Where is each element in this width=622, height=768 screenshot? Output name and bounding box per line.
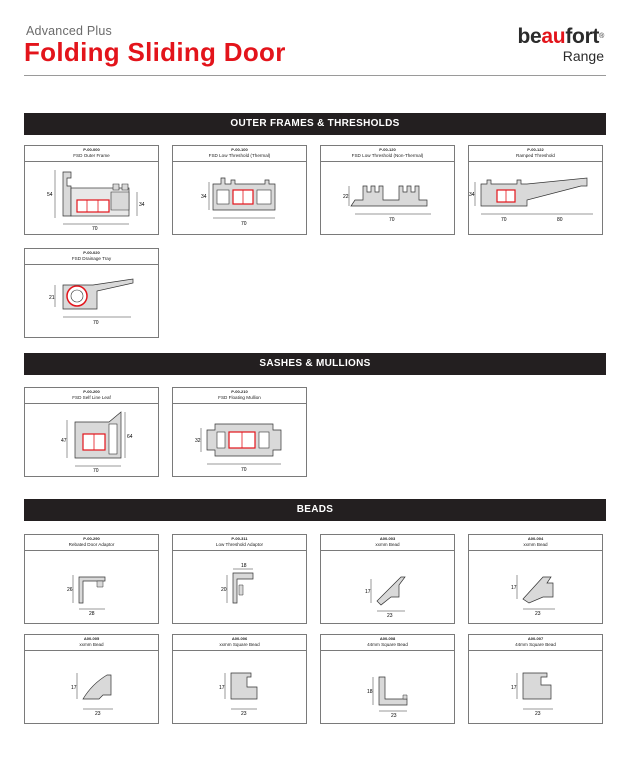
ramped-threshold-profile-icon (469, 162, 602, 234)
profile-card-low-threshold-non-thermal[interactable] (320, 145, 455, 235)
profile-code: P-00-100 (231, 147, 248, 152)
svg-text:17: 17 (219, 685, 225, 691)
svg-text:17: 17 (511, 585, 517, 591)
profile-name: Low Threshold Adaptor (215, 542, 264, 547)
profile-name: 44mm Square Bead (515, 642, 556, 647)
brand-logo (518, 26, 605, 64)
profile-code: A00-005 (83, 636, 100, 641)
brand-range-label: Range (562, 48, 604, 64)
svg-text:64: 64 (127, 434, 133, 440)
drainage-tray-profile-icon (25, 265, 158, 337)
document-subtitle: Advanced Plus (26, 24, 112, 38)
floating-mullion-profile-icon (173, 404, 306, 476)
svg-text:70: 70 (93, 468, 99, 474)
bead-profile-icon (25, 651, 158, 723)
svg-text:20: 20 (221, 587, 227, 593)
header-divider (24, 75, 606, 76)
section-sashes-mullions: SASHES & MULLIONS (24, 353, 606, 375)
profile-card-bead-a00-003[interactable] (320, 534, 455, 624)
square-bead-profile-icon (321, 651, 454, 723)
svg-text:23: 23 (535, 711, 541, 717)
svg-text:23: 23 (95, 711, 101, 717)
profile-code: A00-006 (231, 636, 248, 641)
svg-text:34: 34 (201, 194, 207, 200)
svg-text:34: 34 (139, 202, 145, 208)
profile-code: P-00-122 (527, 147, 544, 152)
svg-text:70: 70 (389, 217, 395, 223)
profile-card-low-threshold-adaptor[interactable] (172, 534, 307, 624)
profile-card-low-threshold-thermal[interactable] (172, 145, 307, 235)
square-bead-profile-icon (469, 651, 602, 723)
svg-text:26: 26 (67, 587, 73, 593)
profile-card-bead-a00-004[interactable] (468, 534, 603, 624)
svg-text:23: 23 (241, 711, 247, 717)
profile-name: 44mm Square Bead (367, 642, 408, 647)
profile-name: FSD Low Threshold (Thermal) (208, 153, 271, 158)
brand-wordmark: beaufort® (517, 25, 604, 48)
profile-name: FSD Floating Mullion (218, 395, 261, 400)
profile-card-self-line-leaf[interactable] (24, 387, 159, 477)
profile-name: Ramped Threshold (516, 153, 555, 158)
svg-text:21: 21 (49, 295, 55, 301)
profile-code: A00-008 (379, 636, 396, 641)
profile-name: FSD Drainage Tray (71, 256, 112, 261)
svg-text:17: 17 (511, 685, 517, 691)
threshold-adaptor-profile-icon (173, 551, 306, 623)
svg-text:17: 17 (365, 589, 371, 595)
svg-text:18: 18 (367, 689, 373, 695)
svg-text:80: 80 (557, 217, 563, 223)
profile-card-square-bead-a00-006[interactable] (172, 634, 307, 724)
profile-code: P-00-210 (231, 389, 248, 394)
profile-name: FSD Outer Frame (73, 153, 110, 158)
section-outer-frames-thresholds: OUTER FRAMES & THRESHOLDS (24, 113, 606, 135)
profile-card-drainage-tray[interactable] (24, 248, 159, 338)
svg-text:32: 32 (195, 438, 201, 444)
profile-name: xxmm Bead (79, 642, 104, 647)
svg-text:70: 70 (241, 467, 247, 473)
profile-code: P-00-311 (231, 536, 248, 541)
svg-text:34: 34 (469, 192, 475, 198)
thermal-threshold-profile-icon (173, 162, 306, 234)
bead-profile-icon (469, 551, 602, 623)
svg-text:47: 47 (61, 438, 67, 444)
bead-profile-icon (321, 551, 454, 623)
profile-name: Rebated Door Adaptor (68, 542, 115, 547)
profile-name: FSD Self Line Leaf (72, 395, 111, 400)
profile-code: P-00-290 (83, 536, 100, 541)
square-bead-profile-icon (173, 651, 306, 723)
svg-text:70: 70 (241, 221, 247, 227)
svg-text:70: 70 (92, 226, 98, 232)
profile-card-ramped-threshold[interactable] (468, 145, 603, 235)
sash-leaf-profile-icon (25, 404, 158, 476)
profile-code: P-00-000 (83, 147, 100, 152)
svg-text:23: 23 (391, 713, 397, 719)
profile-code: P-00-120 (379, 147, 396, 152)
profile-code: P-00-020 (83, 250, 100, 255)
profile-name: FSD Low Threshold (Non-Thermal) (351, 153, 424, 158)
svg-text:23: 23 (535, 611, 541, 617)
profile-code: A00-007 (527, 636, 544, 641)
svg-text:70: 70 (93, 320, 99, 326)
svg-text:28: 28 (89, 611, 95, 617)
profile-card-square-bead-a00-007[interactable] (468, 634, 603, 724)
document-title: Folding Sliding Door (24, 37, 286, 67)
non-thermal-threshold-profile-icon (321, 162, 454, 234)
svg-text:54: 54 (47, 192, 53, 198)
profile-card-square-bead-a00-008[interactable] (320, 634, 455, 724)
svg-text:23: 23 (387, 613, 393, 619)
profile-name: xxmm Square Bead (219, 642, 260, 647)
profile-code: A00-003 (379, 536, 396, 541)
svg-text:17: 17 (71, 685, 77, 691)
door-adaptor-profile-icon (25, 551, 158, 623)
svg-text:18: 18 (241, 563, 247, 569)
profile-name: xxmm Bead (523, 542, 548, 547)
profile-card-floating-mullion[interactable] (172, 387, 307, 477)
outer-frame-profile-icon (25, 162, 158, 234)
section-beads: BEADS (24, 499, 606, 521)
profile-card-outer-frame[interactable] (24, 145, 159, 235)
document-header (24, 22, 606, 74)
profile-card-rebated-door-adaptor[interactable] (24, 534, 159, 624)
svg-text:70: 70 (501, 217, 507, 223)
svg-text:22: 22 (343, 194, 349, 200)
profile-code: A00-004 (527, 536, 544, 541)
profile-name: xxmm Bead (375, 542, 400, 547)
profile-card-bead-a00-005[interactable] (24, 634, 159, 724)
profile-code: P-00-200 (83, 389, 100, 394)
